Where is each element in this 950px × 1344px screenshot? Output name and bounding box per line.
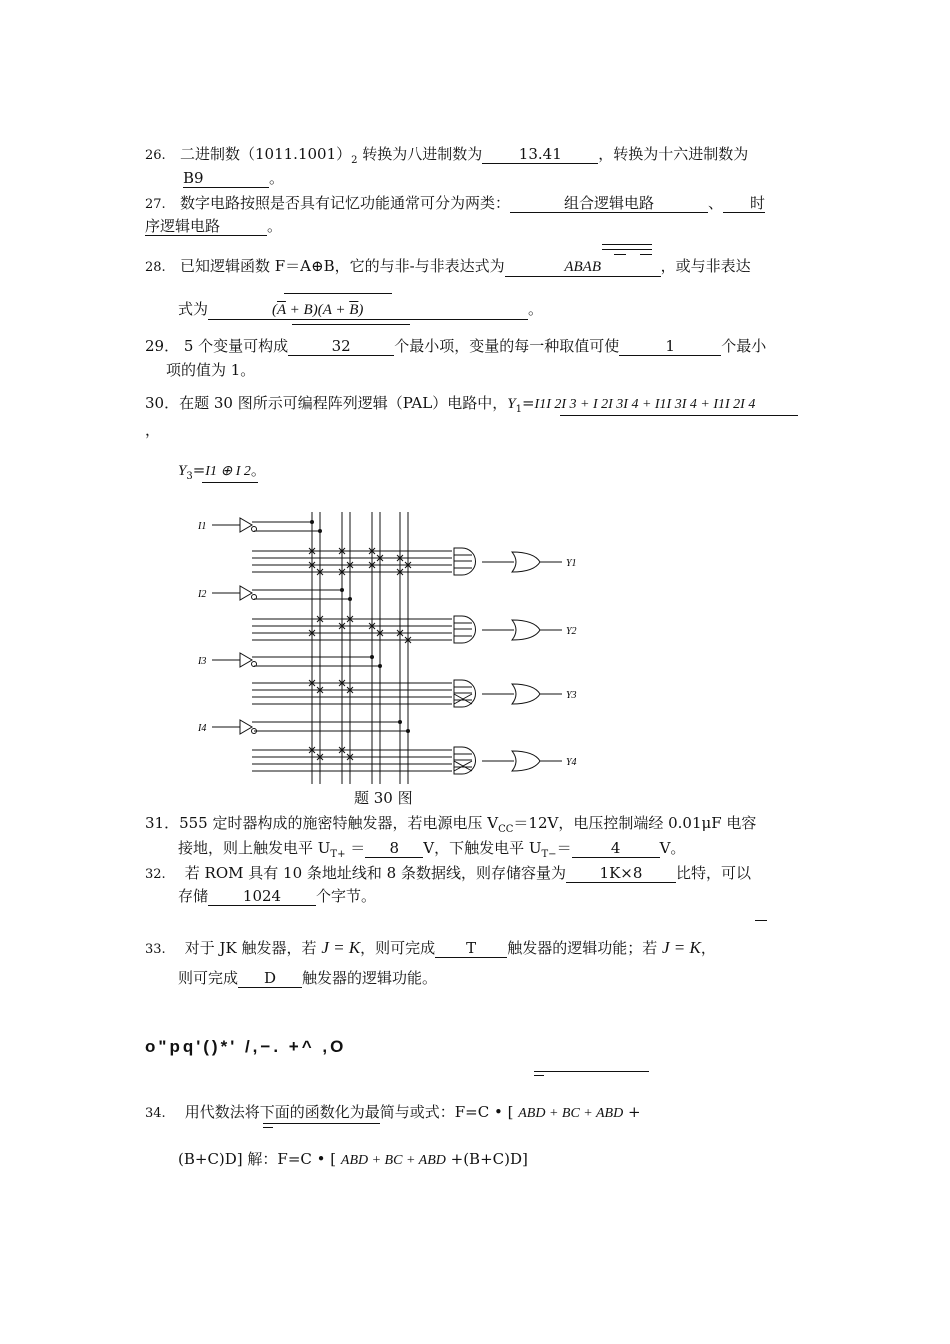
pal-diagram [190,508,590,790]
q32-text3: 存储 [178,887,209,905]
q28-or-nand-overline [284,293,392,294]
q33-text3: 触发器的逻辑功能；若 [507,939,658,957]
q28-text3: 式为 [178,300,209,318]
q30-caption [354,788,413,808]
q28-plus2: + [331,302,350,318]
q29-answer2: 1 [619,337,721,356]
q31-text6: ＝ [556,839,572,857]
q34-text2: + [628,1103,641,1121]
q26-line2 [183,168,284,188]
q33-text2: ，则可完成 [360,939,436,957]
q28-end: 。 [528,300,544,318]
q27-answer1: 组合逻辑电路 [510,194,708,213]
q30-y3-eq: = [192,461,206,479]
q30-number: 30． [145,394,180,412]
q33-line2 [178,968,437,988]
q30-y3-sub: 3 [186,471,193,482]
q33-text1: 对于 JK 触发器，若 [184,939,317,957]
garbled-rule-short [534,1075,544,1076]
q26-text2: 转换为八进制数为 [357,145,483,163]
pal-input-i4: I4 [198,723,207,734]
q34-line1 [145,1102,641,1124]
q30-comma-text: ， [145,421,161,439]
q33-cond1: J = K [321,938,361,957]
q32-text1: 若 ROM 具有 10 条地址线和 8 条数据线，则存储容量为 [184,864,566,882]
q33-answer1: T [435,939,507,958]
q31-text3: 接地，则上触发电平 U [178,839,331,857]
q32-text4: 个字节。 [316,887,377,905]
q31-answer2: 4 [572,839,660,858]
q30-y3-underline [202,482,258,483]
q31-text5: V，下触发电平 U [423,839,542,857]
q28-text1: 已知逻辑函数 F＝A⊕B，它的与非-与非表达式为 [180,257,505,275]
q28-or-nand-underline [292,324,410,325]
q30-text1: 在题 30 图所示可编程阵列逻辑（PAL）电路中， [179,394,508,412]
q30-y1-underline [560,415,798,416]
q28-nand-expr: ABAB [564,259,601,275]
q34-text4: +(B+C)D] [450,1150,528,1168]
q28-number: 28. [145,260,166,275]
q34-expr1: ABD + BC + ABD [518,1106,624,1121]
garbled-rule [534,1071,649,1072]
q26-end: 。 [269,169,285,187]
q33-text4: ， [700,939,716,957]
pal-output-y3: Y3 [566,690,577,701]
q34-underline [263,1123,380,1124]
q30-comma [145,420,160,440]
q26-base: 2 [351,155,358,166]
garbled-heading [145,1037,346,1057]
q34-line2 [178,1149,528,1171]
q34-expr2: ABD + BC + ABD [340,1153,446,1168]
q31-vcc-sub: CC [498,824,514,835]
q31-text4: ＝ [345,839,366,857]
q26-answer-hex: B9 [183,169,269,188]
q29-text3: 个最小 [721,337,767,355]
q34-text1: 用代数法将下面的函数化为最简与或式：F=C • [ [184,1103,514,1121]
q27-text1: 数字电路按照是否具有记忆功能通常可分为两类： [180,194,511,212]
q26-text1: 二进制数（1011.1001） [180,145,352,163]
q26-text3: ，转换为十六进制数为 [598,145,749,163]
garbled-text: o"pq'()*' /,−. +^ ,O [145,1037,347,1056]
q27-line1 [145,193,765,215]
q33-k-overbar [755,920,767,921]
q33-text5: 则可完成 [178,969,239,987]
q28-text2: ，或与非表达 [660,257,751,275]
q30-y3-expr: I1 ⊕ I 2 [205,464,251,479]
q29-text2: 个最小项，变量的每一种取值可使 [394,337,620,355]
q34-text3: (B+C)D] 解：F=C • [ [178,1150,337,1168]
q29-line1 [145,336,766,356]
q29-line2 [166,360,255,380]
q27-sep: 、 [708,194,724,212]
q31-ut2-sub: T− [541,849,557,860]
q31-number: 31． [145,814,180,832]
q31-line2 [178,838,685,865]
q33-line1 [145,938,716,960]
q30-caption-text: 题 30 图 [354,789,413,807]
q28-close-paren: ) [358,302,364,318]
q29-answer1: 32 [288,337,394,356]
q33-number: 33. [145,942,166,957]
q27-answer2b: 序逻辑电路 [145,217,267,236]
q30-y1-label: Y [507,396,516,412]
q30-y1-sub: 1 [515,404,522,415]
q31-text1: 555 定时器构成的施密特触发器，若电源电压 V [179,814,499,832]
q32-answer1: 1K×8 [566,864,676,883]
q33-cond2: J = K [661,938,701,957]
pal-output-y1: Y1 [566,558,577,569]
q28-line2 [178,299,543,320]
q34-number: 34. [145,1106,166,1121]
pal-output-y4: Y4 [566,757,577,768]
q28-open-paren: ( [272,302,278,318]
q32-answer2: 1024 [208,887,316,906]
q31-line1 [145,813,756,840]
pal-input-i2: I2 [198,589,207,600]
q32-line2 [178,886,376,906]
q28-b-bar: $\overline{B}$ [349,302,359,318]
q33-answer2: D [238,969,302,988]
q31-text7: V。 [659,839,686,857]
q30-y3-label: Y [178,463,187,479]
q29-text4: 项的值为 1。 [166,361,256,379]
q28-answer1 [505,257,661,277]
q27-end: 。 [267,217,283,235]
q28-a2: A [322,302,332,318]
pal-input-i3: I3 [198,656,207,667]
q32-number: 32. [145,867,166,882]
pal-input-i1: I1 [198,521,207,532]
q28-mid: + B)( [285,302,323,318]
q28-overline-b [640,254,652,255]
q29-text1: 5 个变量可构成 [183,337,289,355]
q28-line1 [145,256,751,278]
q34-underline-short [263,1127,273,1128]
q28-overline-top [602,244,652,245]
q30-y1-eq: = [521,394,535,412]
q28-answer2 [208,300,528,320]
q32-text2: 比特，可以 [675,864,751,882]
q28-overline-mid [602,249,652,250]
q31-ut-sub: T+ [330,849,346,860]
pal-output-y2: Y2 [566,626,577,637]
q26-answer-octal: 13.41 [482,145,598,164]
q31-answer1: 8 [365,839,423,858]
q31-text2: ＝12V，电压控制端经 0.01μF 电容 [513,814,757,832]
q27-answer2a: 时 [723,194,765,213]
q27-number: 27. [145,197,166,212]
q29-number: 29． [145,337,180,355]
q26-number: 26. [145,148,166,163]
q32-line1 [145,863,751,885]
q28-overline-a [614,254,626,255]
q33-text6: 触发器的逻辑功能。 [302,969,438,987]
q28-a-bar: $\overline{A}$ [277,302,286,318]
q27-line2 [145,216,282,236]
q26-line1 [145,144,748,171]
q30-y1-expr: I1I 2I 3 + I 2I 3I 4 + I1I 3I 4 + I1I 2I 4 [534,397,756,412]
q30-y3-end: 。 [250,461,266,479]
